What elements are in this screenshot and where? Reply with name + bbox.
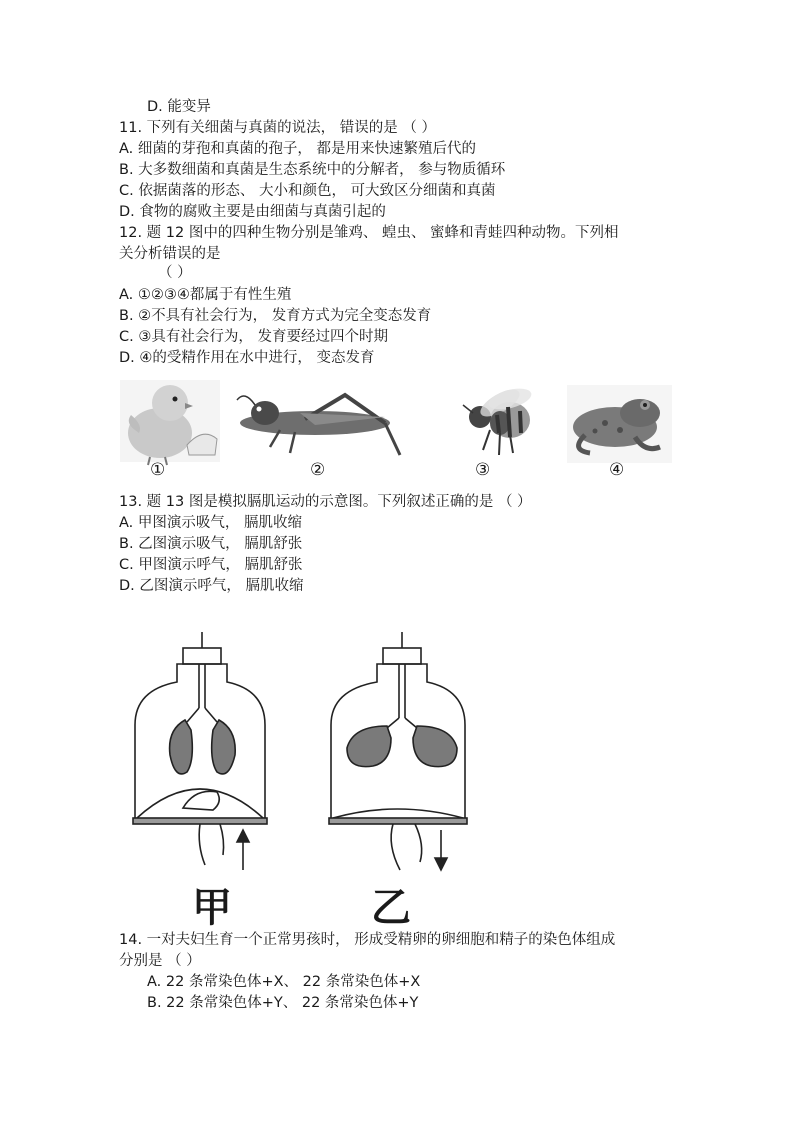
q13-stem: 13. 题 13 图是模拟膈肌运动的示意图。下列叙述正确的是 （ ） <box>119 494 532 510</box>
q13-option-b: B. 乙图演示吸气， 膈肌舒张 <box>119 536 303 552</box>
q12-option-c: C. ③具有社会行为， 发育要经过四个时期 <box>119 329 388 345</box>
q13-option-a: A. 甲图演示吸气， 膈肌收缩 <box>119 515 302 531</box>
q13-option-c: C. 甲图演示呼气， 膈肌舒张 <box>119 557 303 573</box>
frog-icon <box>567 385 672 463</box>
bell-jar-model-yi <box>329 632 467 870</box>
q13-figure <box>125 630 475 875</box>
q14-option-a: A. 22 条常染色体+X、 22 条常染色体+X <box>147 974 421 990</box>
q12-figure-label-2: ② <box>310 460 326 480</box>
bee-icon <box>463 384 534 455</box>
q14-stem-line1: 14. 一对夫妇生育一个正常男孩时， 形成受精卵的卵细胞和精子的染色体组成 <box>119 932 616 948</box>
q11-option-d: D. 食物的腐败主要是由细菌与真菌引起的 <box>119 204 386 220</box>
q12-figure-label-1: ① <box>150 460 166 480</box>
q12-option-d: D. ④的受精作用在水中进行， 变态发育 <box>119 350 375 366</box>
q10-option-d: D. 能变异 <box>147 99 211 115</box>
q13-option-d: D. 乙图演示呼气， 膈肌收缩 <box>119 578 304 594</box>
q12-figure-label-3: ③ <box>475 460 491 480</box>
q12-answer-blank: （ ） <box>158 265 192 281</box>
q11-option-b: B. 大多数细菌和真菌是生态系统中的分解者， 参与物质循环 <box>119 162 506 178</box>
q11-stem: 11. 下列有关细菌与真菌的说法， 错误的是 （ ） <box>119 120 436 136</box>
q12-option-b: B. ②不具有社会行为， 发育方式为完全变态发育 <box>119 308 432 324</box>
chick-icon <box>120 380 220 465</box>
q11-option-a: A. 细菌的芽孢和真菌的孢子， 都是用来快速繁殖后代的 <box>119 141 476 157</box>
q12-stem-line1: 12. 题 12 图中的四种生物分别是雏鸡、 蝗虫、 蜜蜂和青蛙四种动物。下列相 <box>119 225 619 241</box>
bell-jar-model-jia <box>133 632 267 870</box>
q12-stem-line2: 关分析错误的是 <box>119 246 221 262</box>
q13-caption-yi: 乙 <box>371 884 411 931</box>
q12-figure-label-4: ④ <box>609 460 625 480</box>
q11-option-c: C. 依据菌落的形态、 大小和颜色， 可大致区分细菌和真菌 <box>119 183 496 199</box>
grasshopper-icon <box>237 395 400 455</box>
q13-caption-jia: 甲 <box>192 884 232 931</box>
q12-option-a: A. ①②③④都属于有性生殖 <box>119 287 292 303</box>
q14-option-b: B. 22 条常染色体+Y、 22 条常染色体+Y <box>147 995 419 1011</box>
q14-stem-line2: 分别是 （ ） <box>119 953 201 969</box>
q12-figure <box>115 375 685 485</box>
